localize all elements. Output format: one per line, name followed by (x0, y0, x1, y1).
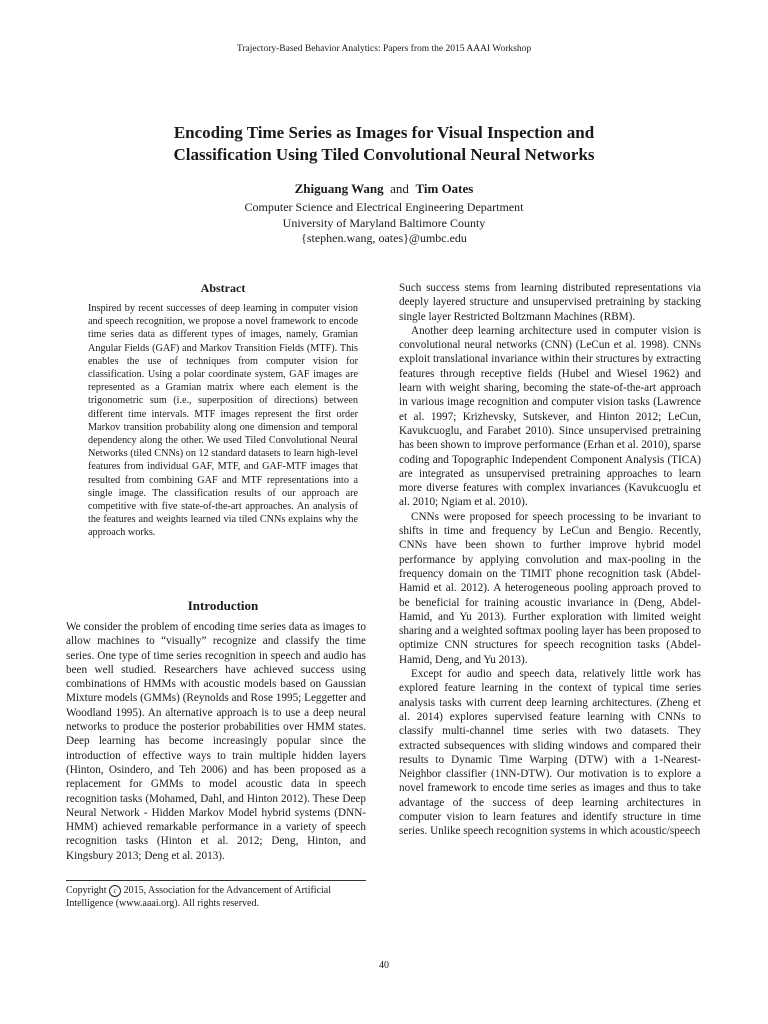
affiliation (0, 200, 768, 247)
introduction-heading: Introduction (187, 598, 259, 613)
right-column (399, 281, 701, 839)
introduction-body (66, 620, 366, 863)
affiliation-dept: Computer Science and Electrical Engineering Department (244, 200, 524, 214)
copyright-notice (66, 880, 366, 910)
author-name: Zhiguang Wang (294, 181, 384, 196)
paper-title (100, 122, 668, 166)
copyright-icon: c (109, 885, 121, 897)
abstract-text: Inspired by recent successes of deep learning in computer vision and speech recognition, we propose a novel framework to encode time series data as different types of images, namely, Gramian Angular Fields (GAF) and Markov Transition Fields (MTF). This enables the use of techniques from computer vision for classification. Using a polar coordinate system, GAF images are represented as a Gramian matrix where each element is the trigonometric sum (i.e., superposition of directions) between different time intervals. MTF images represent the first order Markov transition probability along one dimension and temporal dependency along the other. We used Tiled Convolutional Neural Networks (tiled CNNs) on 12 standard datasets to learn high-level features from individual GAF, MTF, and GAF-MTF images that resulted from combining GAF and MTF representations into a single image. The classification results of our approach are competitive with five state-of-the-art approaches. An analysis of the features and weights learned via tiled CNNs explains why the approach works. (88, 303, 358, 539)
paragraph: CNNs were proposed for speech processing to be invariant to shifts in time and frequency by LeCun and Bengio. Recently, CNNs have been shown to further improve hybrid model performance by applying convolution and max-pooling in the frequency domain on the TIMIT phone recognition task (Abdel-Hamid et al. 2012). A heterogeneous pooling approach proved to be beneficial for training acoustic invariance in (Deng, Abdel-Hamid, and Yu 2013). Further exploration with limited weight sharing and a weighted softmax pooling layer has been proposed to optimize CNN structures for speech recognition tasks (Abdel-Hamid, Deng, and Yu 2013). (399, 510, 701, 666)
author-conjunction: and (390, 181, 409, 196)
paragraph: We consider the problem of encoding time series data as images to allow machines to “visually” recognize and classify the time series. One type of time series recognition in speech and audio has been well studied. Researchers have achieved success using combinations of HMMs with acoustic models based on Gaussian Mixture models (GMMs) (Reynolds and Rose 1995; Leggetter and Woodland 1995). An alternative approach is to use a deep neural networks to produce the posterior probabilities over HMM states. Deep learning has become increasingly popular since the introduction of effective ways to train multiple hidden layers (Hinton, Osindero, and Teh 2006) and has been proposed as a replacement for GMMs to model acoustic data in speech recognition tasks (Mohamed, Dahl, and Hinton 2012). These Deep Neural Network - Hidden Markov Model hybrid systems (DNN-HMM) achieved remarkable performance in a variety of speech recognition tasks (Hinton et al. 2012; Deng, Hinton, and Kingsbury 2013; Deng et al. 2013). (66, 621, 366, 862)
affiliation-email: {stephen.wang, oates}@umbc.edu (301, 231, 467, 245)
abstract-heading: Abstract (200, 281, 246, 295)
paragraph: Another deep learning architecture used in computer vision is convolutional neural networks (CNN) (LeCun et al. 1998). CNNs exploit translational invariance within their structures by extracting features through receptive fields (Hubel and Wiesel 1962) and learn with weight sharing, becoming the state-of-the-art approach in various image recognition and computer vision tasks (Lawrence et al. 1997; Krizhevsky, Sutskever, and Hinton 2012; LeCun, Kavukcuoglu, and Farabet 2010). Since unsupervised pretraining has been shown to improve performance (Erhan et al. 2010), sparse coding and Topographic Independent Component Analysis (TICA) are integrated as unsupervised pretraining approaches to learn more diverse features with complex invariances (Kavukcuoglu et al. 2010; Ngiam et al. 2010). (399, 324, 701, 509)
author-line (0, 180, 768, 197)
copyright-label: Copyright (66, 885, 107, 896)
copyright-text: 2015, Association for the Advancement of Artificial Intelligence (www.aaai.org). All rights reserved. (66, 885, 332, 909)
page-number: 40 (379, 960, 389, 971)
title-line-2: Classification Using Tiled Convolutional Neural Networks (173, 145, 595, 164)
paragraph: Except for audio and speech data, relatively little work has explored feature learning in the context of typical time series analysis tasks with current deep learning architectures. (Zheng et al. 2014) explores supervised feature learning with CNNs to classify multi-channel time series with two datasets. They extracted subsequences with sliding windows and compared their results to Dynamic Time Warping (DTW) with a 1-Nearest-Neighbor classifier (1NN-DTW). Our motivation is to explore a novel framework to encode time series as images and thus to take advantage of the success of deep learning architectures in computer vision to learn features and identify structure in time series. Unlike speech recognition systems in which acoustic/speech (399, 668, 701, 838)
paragraph: Such success stems from learning distributed representations via deeply layered structure and unsupervised pretraining by stacking single layer Restricted Boltzmann Machines (RBM). (399, 282, 701, 323)
author-name: Tim Oates (415, 181, 474, 196)
affiliation-univ: University of Maryland Baltimore County (282, 215, 486, 230)
title-line-1: Encoding Time Series as Images for Visual Inspection and (173, 123, 595, 142)
running-header: Trajectory-Based Behavior Analytics: Papers from the 2015 AAAI Workshop (236, 44, 532, 54)
